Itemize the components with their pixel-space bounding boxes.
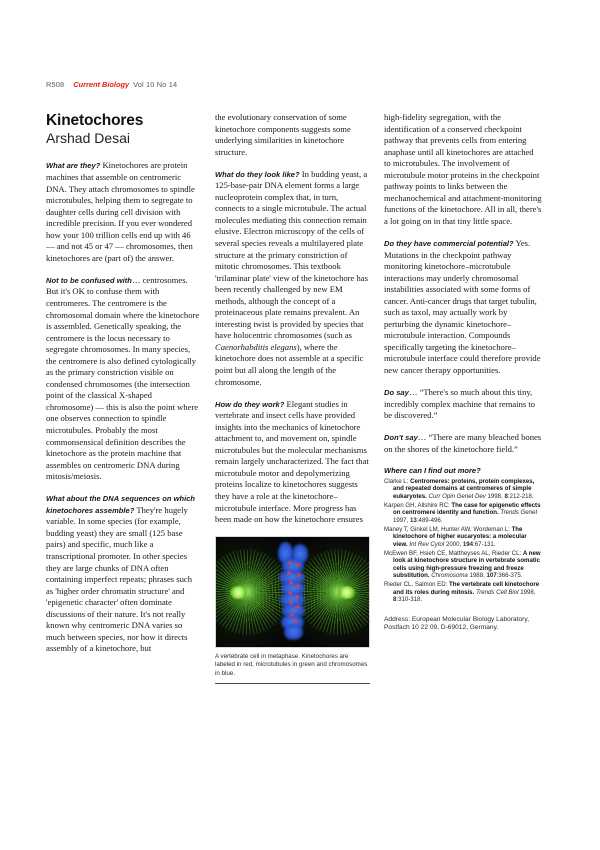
reference-year: 1998, — [520, 588, 536, 596]
references-list — [384, 478, 542, 604]
paragraph-not-confused — [46, 275, 201, 483]
question-label: Do say — [384, 388, 409, 398]
question-label: Not to be confused with — [46, 275, 132, 285]
paragraph-text: They're hugely variable. In some species (for example, budding yeast) they are small (125 base pairs) and specific, much like a transcriptional promoter. In other species they are large chunks of DNA often containing imperfect repeats; phrases such as 'higher order chromatin structure' and 'epigenetic character' often dominate discussions of their nature. It's not really known why centromeric DNA varies so much between species, nor how it directs assembly of a kinetochore, but — [46, 504, 193, 654]
reference-authors: Rieder CL, Salmon ED: — [384, 581, 450, 589]
paragraph-continued-evolutionary: the evolutionary conservation of some kinetochore components suggests some underlying similarities in kinetochore structure. — [215, 112, 351, 157]
reference-title: A new look at kinetochore structure in vertebrate somatic cells using high-pressure freezing and freeze substitution. — [393, 549, 541, 580]
reference-journal: Trends Cell Biol — [475, 588, 521, 596]
species-name: Caenorhabditis elegans — [215, 341, 297, 352]
paragraph-high-fidelity: high-fidelity segregation, with the identification of a conserved checkpoint pathway that prevents cells from entering anaphase until all kinetochores are attached to microtubules. The involvement of microtubule motor proteins in the checkpoint pathway points to links between the mechanochemical and attachment-monitoring functions of the kinetochore. All in all, there's a lot going on in that tiny little space. — [384, 112, 542, 226]
reference-volume: 13 — [409, 516, 417, 524]
metaphase-chromosome-plate — [276, 544, 310, 640]
paragraph-text: Kinetochores are protein machines that assemble on centromeric DNA. They attach chromosomes to spindle microtubules, helping them to segregate to daughter cells during cell division with incredible precision. If you ever wondered how your 100 trillion cells end up with 46 — and not 45 or 47 — chromosomes, then kinetochores are (part of) the answer. — [46, 160, 195, 263]
reference-title: Centromeres: proteins, protein complexes, and repeated domains at centromeres of simple eukaryotes. — [393, 477, 535, 500]
paragraph-text: Yes. Mutations in the checkpoint pathway monitoring kinetochore–microtubule interactions may underly chromosomal instabilities associated with some forms of cancer. Anti-cancer drugs that target tubulin, such as taxol, may actually work by perturbing the dynamic kinetochore–microtubule interaction. Compounds specifically targeting the kinetochore–microtubule interface could therefore provide new cancer therapy opportunities. — [384, 237, 541, 375]
reference-volume: 107 — [486, 572, 497, 580]
paragraph-text: … centrosomes. But it's OK to confuse them with centromeres. The centromere is the chromosomal domain where the kinetochore is assembled. Genetically speaking, the centromere is the locus necessary to segregate chromosomes. In many species, the centromere is also defined cytologically as the primary constriction visible on condensed chromosomes (the intersection point of the classical X-shaped chromosome) — this is also the point where one observes connection to spindle microtubules. Probably the most commonsensical definition describes the kinetochore as the protein machine that assembles on centromeric DNA during mitosis/meiosis. — [46, 274, 200, 482]
paragraph-commercial-potential — [384, 238, 542, 377]
column-1 — [46, 112, 201, 655]
reference-item — [384, 478, 542, 501]
journal-name: Current Biology — [73, 80, 130, 89]
column-2 — [215, 112, 370, 684]
reference-item — [384, 581, 542, 604]
question-label: What do they look like? — [215, 169, 300, 179]
micrograph-image — [215, 536, 370, 648]
question-label: Don't say — [384, 433, 418, 443]
paragraph-what-look-like — [215, 169, 370, 388]
reference-authors: Clarke L: — [384, 477, 411, 485]
reference-pages: :310-318. — [396, 596, 423, 604]
chromosome — [284, 624, 303, 640]
reference-year: 1997, — [393, 516, 410, 524]
paragraph-do-say — [384, 387, 542, 422]
references-heading: Where can I find out more? — [384, 465, 481, 475]
spindle-pole-right — [338, 586, 355, 599]
reference-authors: McEwen BF, Hsieh CE, Mattheyses AL, Rieder CL: — [384, 549, 523, 557]
reference-title: The case for epigenetic effects on centromere identity and function. — [393, 501, 541, 517]
paragraph-text: Elegant studies in vertebrate and insect cells have provided insights into the mechanics of kinetochore attachment to, and movement on, spindle microtubules but the molecular mechanisms remain largely uncharacterized. The fact that microtubule motor and depolymerizing proteins localize to kinetochores suggests they have a role at the kinetochore–microtubule interface. More progress has been made on how the kinetochore ensures — [215, 398, 369, 525]
reference-journal: Curr Opin Genet Dev — [428, 492, 488, 500]
reference-journal: Int Rev Cytol — [409, 540, 446, 548]
author-address: Address: European Molecular Biology Laboratory, Postfach 10 22 09, D-69012, Germany. — [384, 615, 530, 632]
paragraph-dna-sequences — [46, 493, 201, 655]
figure-caption: A vertebrate cell in metaphase. Kinetochores are labeled in red, microtubules in green and chromosomes in blue. — [215, 653, 370, 684]
running-head — [46, 80, 554, 89]
column-3 — [384, 112, 542, 633]
paragraph-dont-say — [384, 432, 542, 455]
question-label: How do they work? — [215, 399, 285, 409]
reference-pages: :212-218. — [507, 492, 534, 500]
reference-year: 1998, — [487, 492, 505, 500]
reference-journal: Trends Genet — [500, 509, 538, 517]
reference-journal: Chromosoma — [431, 572, 470, 580]
reference-title: The vertebrate cell kinetochore and its roles during mitosis. — [393, 581, 540, 596]
title-block — [46, 112, 201, 146]
paragraph-text: … “There's so much about this tiny, incredibly complex machine that remains to be discovered.” — [384, 387, 536, 421]
reference-year: 2000, — [445, 540, 463, 548]
reference-title: The kinetochore of higher eucaryotes: a molecular view. — [393, 525, 527, 548]
paragraph-text: … “There are many bleached bones on the shores of the kinetochore field.” — [384, 432, 542, 454]
reference-year: 1988, — [469, 572, 487, 580]
paragraph-how-do-they-work — [215, 399, 370, 526]
question-label: Do they have commercial potential? — [384, 238, 514, 248]
spindle-pole-left — [230, 586, 247, 599]
reference-pages: :366-375. — [496, 572, 523, 580]
micrograph-canvas — [216, 537, 369, 647]
page-folio: R508 — [46, 80, 65, 89]
volume-issue: Vol 10 No 14 — [133, 80, 178, 89]
article-columns — [46, 112, 554, 812]
reference-pages: :489-496. — [416, 516, 443, 524]
reference-item — [384, 550, 542, 580]
question-label: What are they? — [46, 161, 101, 171]
reference-volume: 194 — [462, 540, 474, 548]
reference-authors: Karpen GH, Allshire RC: — [384, 501, 452, 509]
paragraph-text: In budding yeast, a 125-base-pair DNA element forms a large nucleoprotein complex that, in turn, connects to a single microtubule. The actual molecules mediating this connection remain elusive. Electron microscopy of the cells of several species reveals a multilayered plate structure at the primary constriction of mitotic chromosomes. This textbook 'trilaminar plate' view of the kinetochore has been recently challenged by new EM methods, although the concept of a proteinaceous plate remains prevalent. An interesting twist is provided by species that have holocentric chromosomes (such as — [215, 168, 368, 341]
article-title: Kinetochores — [46, 112, 144, 129]
paragraph-what-are-they — [46, 160, 201, 264]
reference-pages: :67-131. — [473, 540, 496, 548]
reference-item — [384, 526, 542, 549]
question-label: What about the DNA sequences on which kinetochores assemble? — [46, 494, 196, 515]
paragraph-text-cont: ), where the kinetochore does not assemble at a specific point but all along the length of the chromosome. — [215, 341, 364, 387]
reference-item — [384, 502, 542, 525]
reference-authors: Maney T, Ginkel LM, Hunter AW, Wordeman L: — [384, 525, 512, 533]
reference-volume: 8 — [504, 492, 508, 500]
reference-volume: 8 — [393, 596, 397, 604]
article-author: Arshad Desai — [46, 130, 131, 147]
figure — [215, 536, 370, 684]
